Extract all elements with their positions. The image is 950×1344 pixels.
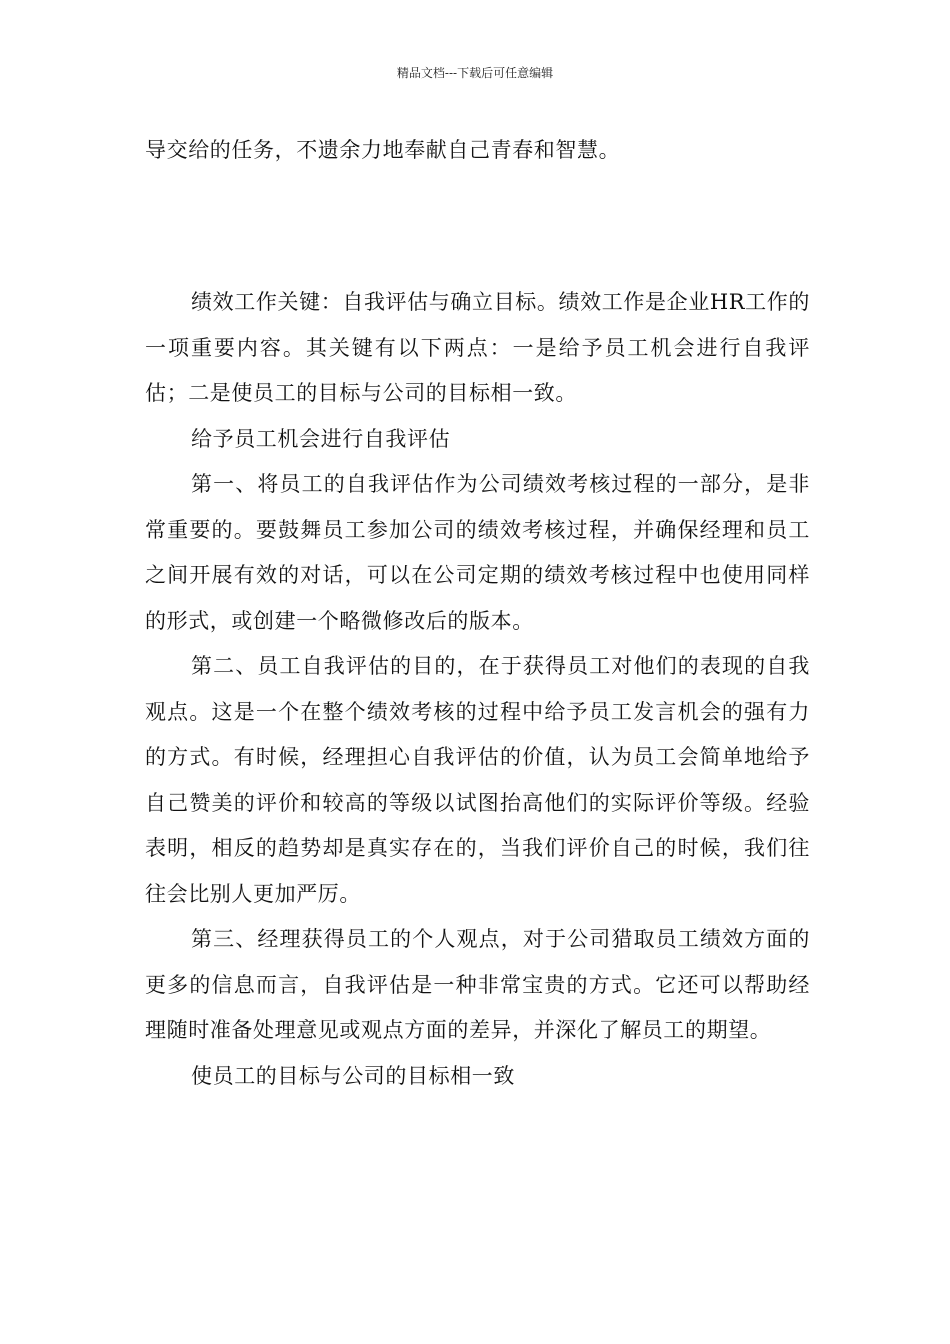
paragraph-first-point: 第一、将员工的自我评估作为公司绩效考核过程的一部分，是非常重要的。要鼓舞员工参加公司的绩效考核过程，并确保经理和员工之间开展有效的对话，可以在公司定期的绩效考核过程中也使用同样的形式，或创建一个略微修改后的版本。: [145, 472, 810, 633]
page-header: 精品文档---下载后可任意编辑: [396, 66, 554, 80]
paragraph-performance-key: 绩效工作关键：自我评估与确立目标。绩效工作是企业HR工作的一项重要内容。其关键有以下两点：一是给予员工机会进行自我评估；二是使员工的目标与公司的目标相一致。: [145, 290, 810, 405]
paragraph-second-point: 第二、员工自我评估的目的，在于获得员工对他们的表现的自我观点。这是一个在整个绩效考核的过程中给予员工发言机会的强有力的方式。有时候，经理担心自我评估的价值，认为员工会简单地给予自己赞美的评价和较高的等级以试图抬高他们的实际评价等级。经验表明，相反的趋势却是真实存在的，当我们评价自己的时候，我们往往会比别人更加严厉。: [145, 654, 810, 906]
paragraph-third-point: 第三、经理获得员工的个人观点，对于公司猎取员工绩效方面的更多的信息而言，自我评估是一种非常宝贵的方式。它还可以帮助经理随时准备处理意见或观点方面的差异，并深化了解员工的期望。: [145, 927, 810, 1042]
paragraph-continuation: 导交给的任务，不遗余力地奉献自己青春和智慧。: [145, 138, 621, 162]
continued-paragraph-block: [145, 128, 810, 174]
section-heading-self-evaluation: 给予员工机会进行自我评估: [191, 426, 451, 451]
main-text-block: [145, 280, 810, 1099]
section-heading-goal-alignment: 使员工的目标与公司的目标相一致: [191, 1063, 515, 1088]
